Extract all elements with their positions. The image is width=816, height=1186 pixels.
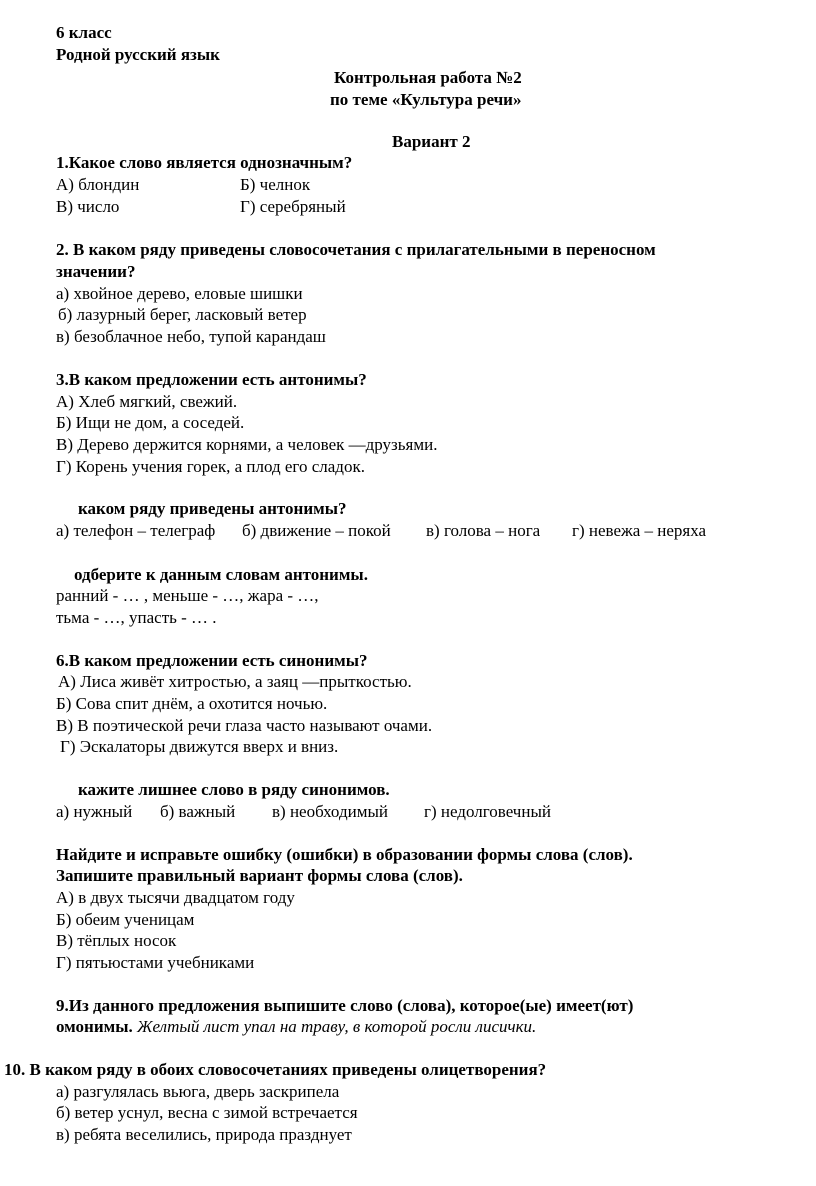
subject-label: Родной русский язык [56,45,220,64]
q1-option-d: Г) серебряный [240,197,346,216]
q5-question: одберите к данным словам антонимы. [74,565,368,584]
q3-option-a: А) Хлеб мягкий, свежий. [56,392,238,411]
q6-option-c: В) В поэтической речи глаза часто называют очами. [56,716,433,735]
q2-option-b: б) лазурный берег, ласковый ветер [58,305,307,324]
q10-question: 10. В каком ряду в обоих словосочетаниях приведены олицетворения? [4,1060,547,1079]
q8-option-c: В) тёплых носок [56,931,177,950]
q6-option-a: А) Лиса живёт хитростью, а заяц —прыткостью. [58,672,412,691]
q10-option-c: в) ребята веселились, природа празднует [56,1125,352,1144]
q8-option-b: Б) обеим ученицам [56,910,195,929]
q2-option-c: в) безоблачное небо, тупой карандаш [56,327,326,346]
q7-option-c: в) необходимый [272,802,388,821]
q9-sentence: Желтый лист упал на траву, в которой росли лисички. [136,1017,537,1036]
grade-label: 6 класс [56,23,112,42]
q2-question-line1: 2. В каком ряду приведены словосочетания с прилагательными в переносном [56,240,656,259]
q9-question-line1: 9.Из данного предложения выпишите слово (слова), которое(ые) имеет(ют) [56,996,634,1015]
q1-question: 1.Какое слово является однозначным? [56,153,353,172]
q7-option-b: б) важный [160,802,236,821]
q1-option-a: А) блондин [56,175,140,194]
q2-option-a: а) хвойное дерево, еловые шишки [56,284,303,303]
q6-option-b: Б) Сова спит днём, а охотится ночью. [56,694,328,713]
q7-question: кажите лишнее слово в ряду синонимов. [78,780,390,799]
q5-line2: тьма - …, упасть - … . [56,608,217,627]
test-topic: по теме «Культура речи» [330,90,522,109]
q10-option-a: а) разгулялась вьюга, дверь заскрипела [56,1082,340,1101]
q6-question: 6.В каком предложении есть синонимы? [56,651,368,670]
q4-option-a: а) телефон – телеграф [56,521,216,540]
q4-question: каком ряду приведены антонимы? [78,499,347,518]
q4-option-b: б) движение – покой [242,521,391,540]
q8-question-line1: Найдите и исправьте ошибку (ошибки) в образовании формы слова (слов). [56,845,633,864]
variant-label: Вариант 2 [392,132,471,151]
q7-option-d: г) недолговечный [424,802,551,821]
q3-option-d: Г) Корень учения горек, а плод его сладок. [56,457,365,476]
q7-option-a: а) нужный [56,802,133,821]
q3-option-c: В) Дерево держится корнями, а человек —друзьями. [56,435,438,454]
q5-line1: ранний - … , меньше - …, жара - …, [56,586,319,605]
q6-option-d: Г) Эскалаторы движутся вверх и вниз. [60,737,339,756]
q3-option-b: Б) Ищи не дом, а соседей. [56,413,245,432]
q8-option-d: Г) пятьюстами учебниками [56,953,255,972]
q9-homonyms-label: омонимы. [56,1017,133,1036]
test-title: Контрольная работа №2 [334,68,522,87]
q3-question: 3.В каком предложении есть антонимы? [56,370,367,389]
q9-question-line2 [56,1018,536,1035]
q4-option-c: в) голова – нога [426,521,541,540]
q1-option-c: В) число [56,197,120,216]
q10-option-b: б) ветер уснул, весна с зимой встречается [56,1103,358,1122]
q4-option-d: г) невежа – неряха [572,521,707,540]
q8-option-a: А) в двух тысячи двадцатом году [56,888,295,907]
q1-option-b: Б) челнок [240,175,311,194]
q8-question-line2: Запишите правильный вариант формы слова (слов). [56,866,463,885]
q2-question-line2: значении? [56,262,136,281]
